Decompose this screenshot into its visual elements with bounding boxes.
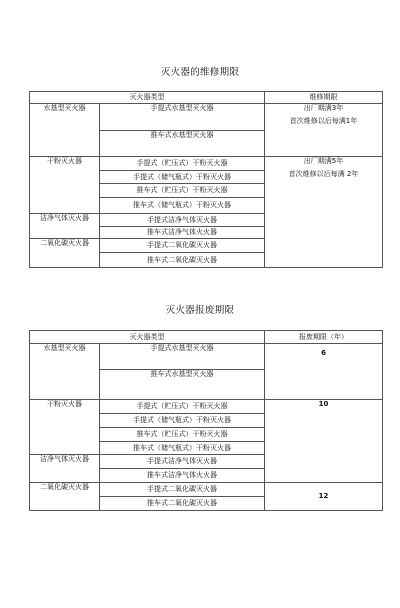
item-cell: 推车式二氧化碳灭火器 [100,497,265,511]
maintenance-title: 灭火器的维修期限 [160,67,240,78]
category-cell: 干粉灭火器 [30,157,100,214]
period-line: 首次维修以后每满 2年 [288,170,359,178]
table-row [30,344,383,370]
period-cell: 6 [265,344,383,400]
category-cell: 洁净气体灭火器 [30,455,100,483]
item-cell: 手提式二氧化碳灭火器 [100,239,265,253]
item-cell: 推车式（储气瓶式）干粉灭火器 [100,442,265,455]
period-line: 出厂期满3年 [303,104,344,112]
item-cell: 手提式洁净气体灭火器 [100,455,265,469]
header-type: 灭火器类型 [30,331,265,344]
item-cell: 手提式二氧化碳灭火器 [100,483,265,497]
scrap-title: 灭火器报废期限 [165,305,235,316]
item-cell: 手提式洁净气体灭火器 [100,214,265,227]
item-cell: 推车式水基型灭火器 [100,370,265,400]
period-cell [265,104,383,157]
category-cell: 干粉灭火器 [30,400,100,455]
period-cell: 10 [265,400,383,483]
table-header-row [30,331,383,344]
item-cell: 推车式洁净气体火火器 [100,227,265,239]
category-cell: 二氧化碳灭火器 [30,483,100,511]
header-period: 报废期限（年） [265,331,383,344]
item-cell: 手提式水基型灭火器 [100,104,265,131]
item-cell: 推车式（储气瓶式）干粉灭火器 [100,198,265,214]
category-cell: 洁净气体灭火器 [30,214,100,239]
category-cell: 水基型灭火器 [30,344,100,400]
header-type: 灭火器类型 [30,92,265,104]
table-row [30,483,383,497]
header-period: 维修期限 [265,92,383,104]
table-row [30,104,383,131]
table-row [30,400,383,414]
period-cell [265,157,383,268]
scrap-table [29,330,383,511]
period-cell: 12 [265,483,383,511]
table-row [30,157,383,171]
maintenance-table [29,91,383,268]
item-cell: 推车式二氧化碳灭火器 [100,253,265,268]
item-cell: 推车式（贮压式）干粉灭火器 [100,184,265,198]
item-cell: 手提式（贮压式）干粉灭火器 [100,400,265,414]
item-cell: 推车式洁净气体火火器 [100,469,265,483]
item-cell: 手提式（贮压式）干粉灭火器 [100,157,265,171]
item-cell: 手提式（储气瓶式）干粉灭火器 [100,414,265,428]
category-cell: 水基型灭火器 [30,104,100,157]
item-cell: 手提式水基型灭火器 [100,344,265,370]
item-cell: 推车式水基型灭火器 [100,131,265,157]
item-cell: 推车式（贮压式）干粉灭火器 [100,428,265,442]
item-cell: 手提式（储气瓶式）干粉灭火器 [100,171,265,184]
period-line: 出厂期满5年 [303,157,344,165]
period-line: 首次维修以后每满1年 [289,117,358,125]
table-header-row [30,92,383,104]
category-cell: 二氧化碳灭火器 [30,239,100,268]
